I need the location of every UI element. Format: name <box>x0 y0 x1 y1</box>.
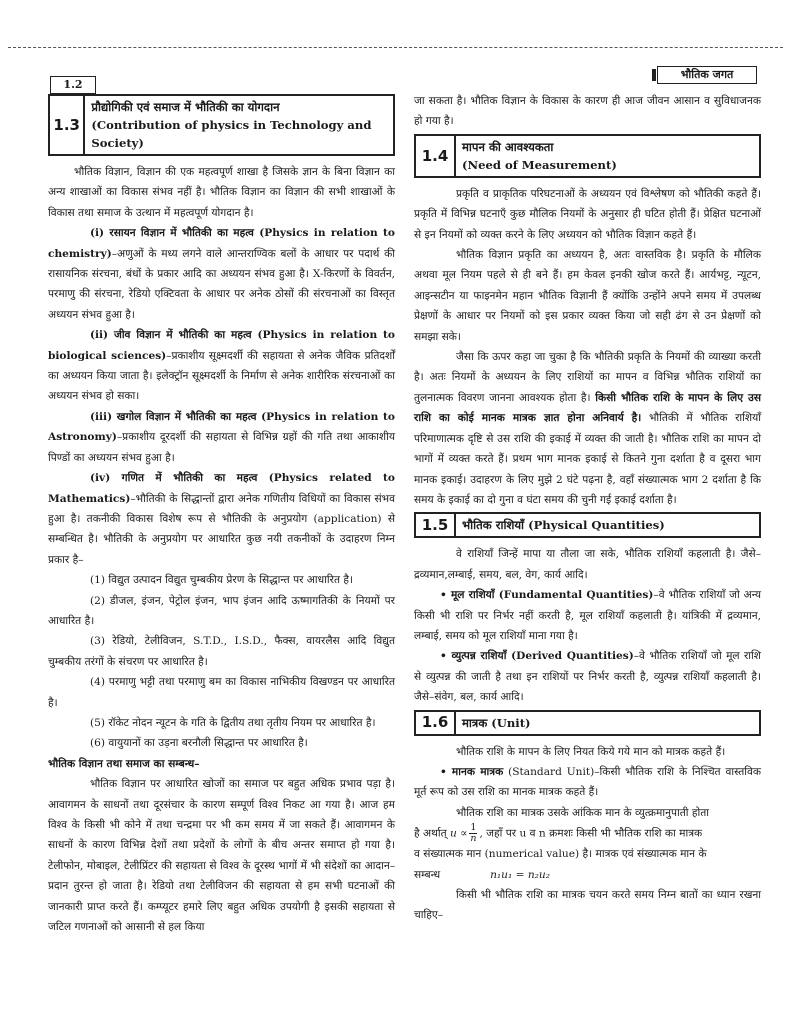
equation-suffix: , जहाँ पर u व n क्रमशः किसी भी भौतिक राशि का मात्रक <box>479 827 703 840</box>
unit-paragraph: व संख्यात्मक मान (numerical value) है। मात्रक एवं संख्यात्मक मान के <box>414 848 707 861</box>
section-number: 1.6 <box>416 712 456 734</box>
biology-text: –प्रकाशीय सूक्ष्मदर्शी की सहायता से अनेक जैविक प्रतिदर्शों का अध्ययन किया जाता है। इलेक्ट्रॉन सूक्ष्मदर्शी के निर्माण से अनेक शारीरिक संरचनाओं का अध्ययन संभव हो सका। <box>48 349 395 403</box>
biology-paragraph <box>48 325 395 407</box>
section-1-5-header <box>414 512 761 538</box>
relation-label: सम्बन्ध <box>414 868 441 881</box>
top-rule <box>8 47 783 48</box>
equation-prefix: है अर्थात् <box>414 827 447 840</box>
measurement-paragraph: भौतिक विज्ञान प्रकृति का अध्ययन है, अतः वास्तविक है। प्रकृति के मौलिक अथवा मूल नियम पहले से ही बने हैं। हम केवल इनकी खोज करते हैं। आर्यभट्ट, न्यूटन, आइन्सटीन या फाइनमेन महान भौतिक विज्ञानी हैं क्योंकि उन्होंने अपने समय में उपलब्ध प्रेक्षणों के आधार पर नियमों को इस प्रकार व्यक्त किया जो सही ढंग से उन प्रेक्षणों को समझा सके। <box>414 249 761 343</box>
equation-line <box>414 823 761 844</box>
mathematics-heading: (iv) गणित में भौतिकी का महत्व (Physics related to Mathematics) <box>48 472 395 505</box>
fundamental-heading: • मूल राशियाँ (Fundamental Quantities) <box>440 589 654 602</box>
section-number: 1.4 <box>416 136 456 176</box>
standard-unit-heading: • मानक मात्रक <box>440 765 504 778</box>
unit-paragraph: भौतिक राशि के मापन के लिए नियत किये गये मान को मात्रक कहते हैं। <box>456 745 726 758</box>
equation-lhs: u ∝ <box>450 827 468 840</box>
astronomy-text: –प्रकाशीय दूरदर्शी की सहायता से विभिन्न ग्रहों की गति तथा आकाशीय पिण्डों का अध्ययन संभव हुआ है। <box>48 431 395 464</box>
section-title-hindi: मापन की आवश्यकता <box>462 139 554 154</box>
measurement-paragraph <box>414 347 761 510</box>
relation-line <box>414 865 761 885</box>
measurement-text: जैसा कि ऊपर कहा जा चुका है कि भौतिकी प्रकृति के नियमों की व्याख्या करती है। अतः नियमों के अध्ययन के लिए राशियों का मापन व विभिन्न भौतिक राशियों का तुलनात्मक विवरण जानना आवश्यक होता है। <box>414 351 761 404</box>
running-head: भौतिक जगत <box>657 66 757 84</box>
fraction-numerator: 1 <box>470 822 477 834</box>
list-item: (1) विद्युत उत्पादन विद्युत चुम्बकीय प्रेरण के सिद्धान्त पर आधारित है। <box>90 574 353 587</box>
list-item: (3) रेडियो, टेलीविजन, S.T.D., I.S.D., फैक्स, वायरलैस आदि विद्युत चुम्बकीय तरंगों के संचरण पर आधारित है। <box>48 635 395 668</box>
section-title <box>456 136 623 176</box>
left-column <box>48 92 395 937</box>
measurement-paragraph: प्रकृति व प्राकृतिक परिघटनाओं के अध्ययन एवं विश्लेषण को भौतिकी कहते हैं। प्रकृति में विभिन्न घटनाएँ कुछ मौलिक नियमों के अनुसार ही घटित होती हैं। प्रेक्षित घटनाओं से इन नियमों को व्यक्त करने के लिए अध्ययन को भौतिक विज्ञान कहते हैं। <box>414 187 761 241</box>
section-1-6-header <box>414 710 761 736</box>
section-title: मात्रक (Unit) <box>462 715 531 730</box>
section-title: भौतिक राशियाँ (Physical Quantities) <box>462 518 665 533</box>
unit-paragraph: किसी भी भौतिक राशि का मात्रक चयन करते समय निम्न बातों का ध्यान रखना चाहिए– <box>414 889 761 922</box>
relation-equation: n₁u₁ = n₂u₂ <box>490 868 550 881</box>
astronomy-paragraph <box>48 407 395 468</box>
quantities-paragraph: वे राशियाँ जिन्हें मापा या तौला जा सके, भौतिक राशियाँ कहलाती है। जैसे–द्रव्यमान,लम्बाई, समय, बल, वेग, कार्य आदि। <box>414 548 761 581</box>
list-item: (6) वायुयानों का उड़ना बरनौली सिद्धान्त पर आधारित है। <box>90 737 308 750</box>
standard-unit-paragraph <box>414 762 761 803</box>
section-1-3-header <box>48 94 395 156</box>
chemistry-heading: (i) रसायन विज्ञान में भौतिकी का महत्व (Physics in relation to chemistry) <box>48 227 395 260</box>
intro-paragraph: भौतिक विज्ञान, विज्ञान की एक महत्वपूर्ण शाखा है जिसके ज्ञान के बिना विज्ञान का अन्य शाखाओं का विकास संभव नहीं है। भौतिक विज्ञान का विज्ञान की सभी शाखाओं के विकास तथा समाज के उत्थान में महत्वपूर्ण योगदान है। <box>48 166 395 219</box>
mathematics-text: –भौतिकी के सिद्धान्तों द्वारा अनेक गणितीय विधियों का विकास संभव हुआ है। तकनीकी विकास विशेष रूप से भौतिकी के अनुप्रयोग (application) से सम्बन्धित है। भौतिकी के अनुप्रयोग पर आधारित कुछ नयी तकनीकों के उदाहरण निम्न प्रकार है– <box>48 492 395 566</box>
derived-heading: • व्युत्पन्न राशियाँ (Derived Quantities) <box>440 650 634 663</box>
measurement-emphasis: किसी भौतिक राशि के मापन के लिए उस राशि का कोई मानक मात्रक ज्ञात होना अनिवार्य है। <box>414 391 762 425</box>
equation-fraction <box>469 823 477 844</box>
measurement-text: भौतिकी में भौतिक राशियाँ परिमाणात्मक दृष्टि से उस राशि की इकाई में व्यक्त की जाती है। भौतिक राशि का मापन दो भागों में व्यक्त करते हैं। प्रथम भाग मानक इकाई से कितने गुना दर्शाता है व दूसरा भाग मानक इकाई। उदाहरण के लिए मुझे 2 घंटे पढ़ना है, वहाँ संख्यात्मक भाग 2 दर्शाता है कि समय के इकाई का दो गुना व घंटा समय की चुनी गई इकाई दर्शाता है। <box>414 412 762 506</box>
society-paragraph: भौतिक विज्ञान पर आधारित खोजों का समाज पर बहुत अधिक प्रभाव पड़ा है। आवागमन के साधनों तथा दूरसंचार के कारण सम्पूर्ण विश्व निकट आ गया है। आज हम विश्व के किसी भी कोने में तथा चन्द्रमा पर भी कम समय में जा सकते हैं। आवागमन के साधनों के कारण विभिन्न देशों तथा प्रदेशों के लोगों के बीच अन्तर समाप्त हो गया है। टेलीफोन, मोबाइल, टेलीप्रिंटर की सहायता से विश्व के दूरस्थ भागों में भी संदेशों का आदान–प्रदान तुरन्त हो जाता है। रेडियो तथा टेलीविजन की सहायता से हम सभी घटनाओं की जानकारी प्राप्त करते हैं। कम्प्यूटर हमारे लिए बहुत अधिक उपयोगी है इसकी सहायता से जटिल गणनाओं को आसानी से हल किया <box>48 778 395 934</box>
astronomy-heading: (iii) खगोल विज्ञान में भौतिकी का महत्व (Physics in relation to Astronomy) <box>48 410 395 444</box>
section-1-4-header <box>414 134 761 178</box>
biology-heading: (ii) जीव विज्ञान में भौतिकी का महत्व (Physics in relation to biological sciences) <box>48 329 395 362</box>
continued-paragraph: जा सकता है। भौतिक विज्ञान के विकास के कारण ही आज जीवन आसान व सुविधाजनक हो गया है। <box>414 95 761 128</box>
section-number: 1.3 <box>50 96 85 154</box>
list-item: (2) डीजल, इंजन, पेट्रोल इंजन, भाप इंजन आदि ऊष्मागतिकी के नियमों पर आधारित है। <box>48 594 395 627</box>
society-heading: भौतिक विज्ञान तथा समाज का सम्बन्ध– <box>48 757 200 770</box>
section-title <box>85 96 393 154</box>
section-title-english: (Contribution of physics in Technology and Society) <box>91 118 372 150</box>
chemistry-paragraph <box>48 223 395 325</box>
derived-paragraph <box>414 646 761 707</box>
mathematics-paragraph <box>48 468 395 570</box>
section-number: 1.5 <box>416 514 456 536</box>
right-column <box>414 91 761 926</box>
list-item: (5) रॉकेट नोदन न्यूटन के गति के द्वितीय तथा तृतीय नियम पर आधारित है। <box>90 716 376 729</box>
fundamental-text: –वे भौतिक राशियाँ जो अन्य किसी भी राशि पर निर्भर नहीं करती है, मूल राशियाँ कहलाती है। यांत्रिकी में द्रव्यमान, लम्बाई, समय को मूल राशियाँ माना गया है। <box>414 589 761 642</box>
fraction-denominator: n <box>470 833 477 845</box>
page-tag: 1.2 <box>50 76 96 94</box>
derived-text: –वे भौतिक राशियाँ जो मूल राशि से व्युत्पन्न की जाती है तथा इन राशियों पर निर्भर करती है, व्युत्पन्न राशियाँ कहलाती है। जैसे–संवेग, बल, कार्य आदि। <box>414 650 761 704</box>
unit-paragraph: भौतिक राशि का मात्रक उसके आंकिक मान के व्युत्क्रमानुपाती होता <box>456 806 710 819</box>
list-item: (4) परमाणु भट्टी तथा परमाणु बम का विकास नाभिकीय विखण्डन पर आधारित है। <box>48 676 395 709</box>
section-title-english: (Need of Measurement) <box>462 157 617 172</box>
chemistry-text: –अणुओं के मध्य लगने वाले आन्तराण्विक बलों के आधार पर पदार्थ की रासायनिक संरचना, बंधों के प्रकार आदि का अध्ययन संभव हुआ है। X-किरणों के विवर्तन, परमाणु की संरचना, रेडियो एक्टिवता के आधार पर अनेक ठोसों की संरचनाओं का विस्तृत अध्ययन संभव हुआ है। <box>48 247 395 321</box>
standard-unit-text: (Standard Unit)–किसी भौतिक राशि के निश्चित वास्तविक मूर्त रूप को उस राशि का मानक मात्रक कहते हैं। <box>414 765 762 799</box>
fundamental-paragraph <box>414 585 761 646</box>
section-title-hindi: प्रौद्योगिकी एवं समाज में भौतिकी का योगदान <box>91 100 280 114</box>
